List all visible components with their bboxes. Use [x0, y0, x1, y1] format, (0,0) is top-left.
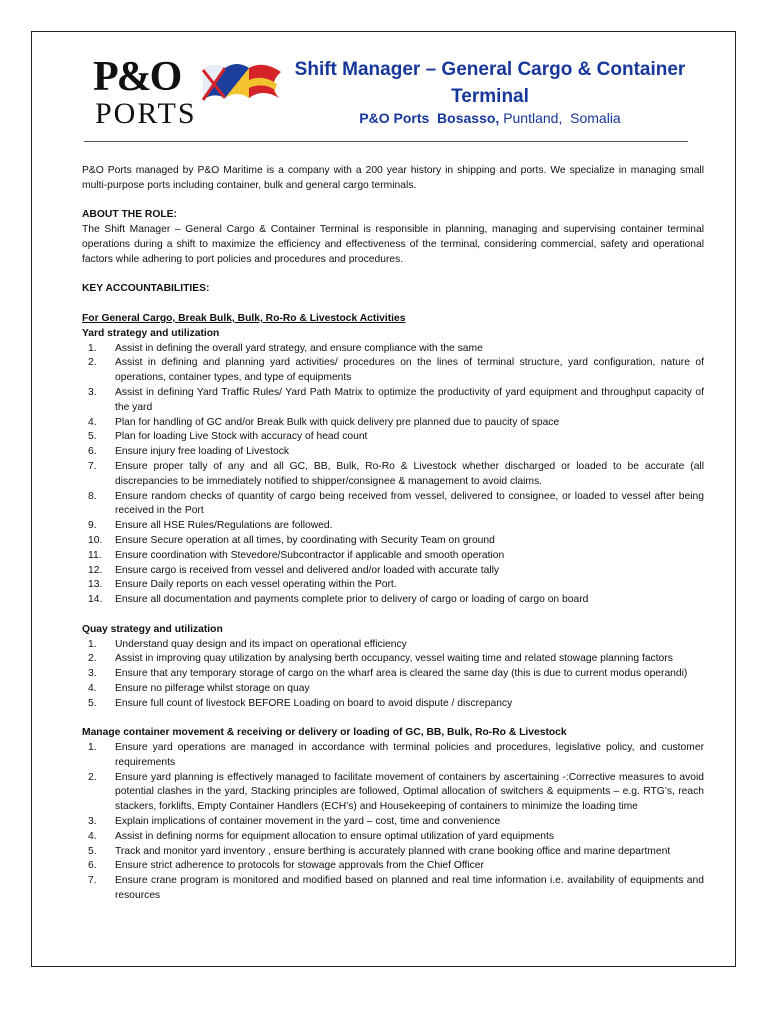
key-accountabilities-heading: KEY ACCOUNTABILITIES:: [82, 283, 210, 295]
list-item: 9. Ensure all HSE Rules/Regulations are followed.: [88, 520, 333, 532]
list-item: 7. Ensure proper tally of any and all GC, BB, Bulk, Ro-Ro & Livestock whether discharged or loaded to be accurate (all discrepancies to be immediately notified to shipper/consignee & management to avoid claims.: [88, 460, 704, 487]
list-item: 3. Explain implications of container movement in the yard – cost, time and convenience: [88, 816, 501, 828]
yard-heading: Yard strategy and utilization: [82, 327, 220, 339]
movement-list: [82, 741, 704, 904]
po-ports-logo: [93, 56, 285, 134]
about-heading: ABOUT THE ROLE:: [82, 209, 177, 221]
list-item: 6. Ensure injury free loading of Livestock: [88, 446, 289, 458]
list-item: 11. Ensure coordination with Stevedore/Subcontractor if applicable and smooth operation: [88, 549, 505, 561]
list-item: 2. Ensure yard planning is effectively managed to facilitate movement of containers by ascertaining -:Corrective measures to avoid potential clashes in the yard, Stacking principles are followed, Optimal allocation of switchers & equipments – e.g. RTG’s, reach stackers, forklifts, Empty Container Handlers (ECH’s) and Housekeeping of containers to minimize the loading time: [88, 771, 704, 813]
list-item: 1. Assist in defining the overall yard strategy, and ensure compliance with the same: [88, 342, 483, 354]
list-item: 14. Ensure all documentation and payments complete prior to delivery of cargo or loading of cargo on board: [88, 594, 589, 606]
list-item: 7. Ensure crane program is monitored and modified based on planned and real time information i.e. availability of equipments and resources: [88, 875, 704, 902]
list-item: 13. Ensure Daily reports on each vessel operating within the Port.: [88, 579, 397, 591]
list-item: 12. Ensure cargo is received from vessel and delivered and/or loaded with accurate tally: [88, 564, 500, 576]
intro-paragraph: P&O Ports managed by P&O Maritime is a company with a 200 year history in shipping and ports. We specialize in managing small multi-purpose ports including container, bulk and general cargo terminals.: [82, 165, 704, 191]
list-item: 5. Plan for loading Live Stock with accuracy of head count: [88, 431, 368, 443]
flag-icon: [201, 58, 285, 104]
job-title: Shift Manager – General Cargo & Container Terminal: [294, 59, 686, 107]
region-name: Puntland,: [503, 110, 563, 126]
header-divider: [84, 141, 688, 142]
list-item: 5. Ensure full count of livestock BEFORE Loading on board to avoid dispute / discrepancy: [88, 697, 513, 709]
list-item: 1. Understand quay design and its impact on operational efficiency: [88, 638, 407, 650]
movement-heading: Manage container movement & receiving or delivery or loading of GC, BB, Bulk, Ro-Ro & Livestock: [82, 727, 567, 739]
list-item: 2. Assist in improving quay utilization by analysing berth occupancy, vessel waiting time and related stowage planning factors: [88, 653, 673, 665]
about-paragraph: The Shift Manager – General Cargo & Container Terminal is responsible in planning, managing and supervising container terminal operations during a shift to maximize the efficiency and effectiveness of the terminal, considering commercial, safety and operational factors while adhering to port policies and procedures and procedures.: [82, 224, 704, 265]
quay-heading: Quay strategy and utilization: [82, 623, 223, 635]
list-item: 4. Assist in defining norms for equipment allocation to ensure optimal utilization of yard equipments: [88, 830, 554, 842]
city-name: Bosasso,: [437, 110, 500, 126]
document-body: [82, 164, 704, 904]
list-item: 5. Track and monitor yard inventory , ensure berthing is accurately planned with crane booking office and marine department: [88, 845, 671, 857]
list-item: 2. Assist in defining and planning yard activities/ procedures on the lines of terminal structure, yard configuration, nature of operations, container types, and type of equipments: [88, 357, 704, 384]
yard-list: [82, 342, 704, 608]
cargo-section-heading: For General Cargo, Break Bulk, Bulk, Ro-Ro & Livestock Activities: [82, 312, 406, 324]
list-item: 8. Ensure random checks of quantity of cargo being received from vessel, delivered to consignee, or loaded to vessel after being received in the Port: [88, 490, 704, 517]
logo-text-ports: PORTS: [95, 97, 197, 130]
list-item: 4. Plan for handling of GC and/or Break Bulk with quick delivery pre planned due to paucity of space: [88, 416, 560, 428]
list-item: 1. Ensure yard operations are managed in accordance with terminal policies and procedures, legislative policy, and customer requirements: [88, 742, 704, 768]
list-item: 3. Assist in defining Yard Traffic Rules/ Yard Path Matrix to optimize the productivity of yard equipment and throughput capacity of the yard: [88, 386, 704, 413]
list-item: 6. Ensure strict adherence to protocols for stowage approvals from the Chief Officer: [88, 860, 484, 872]
list-item: 3. Ensure that any temporary storage of cargo on the wharf area is cleared the same day (this is due to current modus operandi): [88, 668, 688, 680]
country-name: Somalia: [570, 110, 621, 126]
company-name: P&O Ports: [359, 110, 430, 126]
list-item: 4. Ensure no pilferage whilst storage on quay: [88, 682, 310, 694]
quay-list: [82, 638, 704, 712]
logo-text-po: P&O: [93, 54, 181, 100]
job-location: [290, 109, 690, 127]
list-item: 10. Ensure Secure operation at all times, by coordinating with Security Team on ground: [88, 534, 495, 546]
